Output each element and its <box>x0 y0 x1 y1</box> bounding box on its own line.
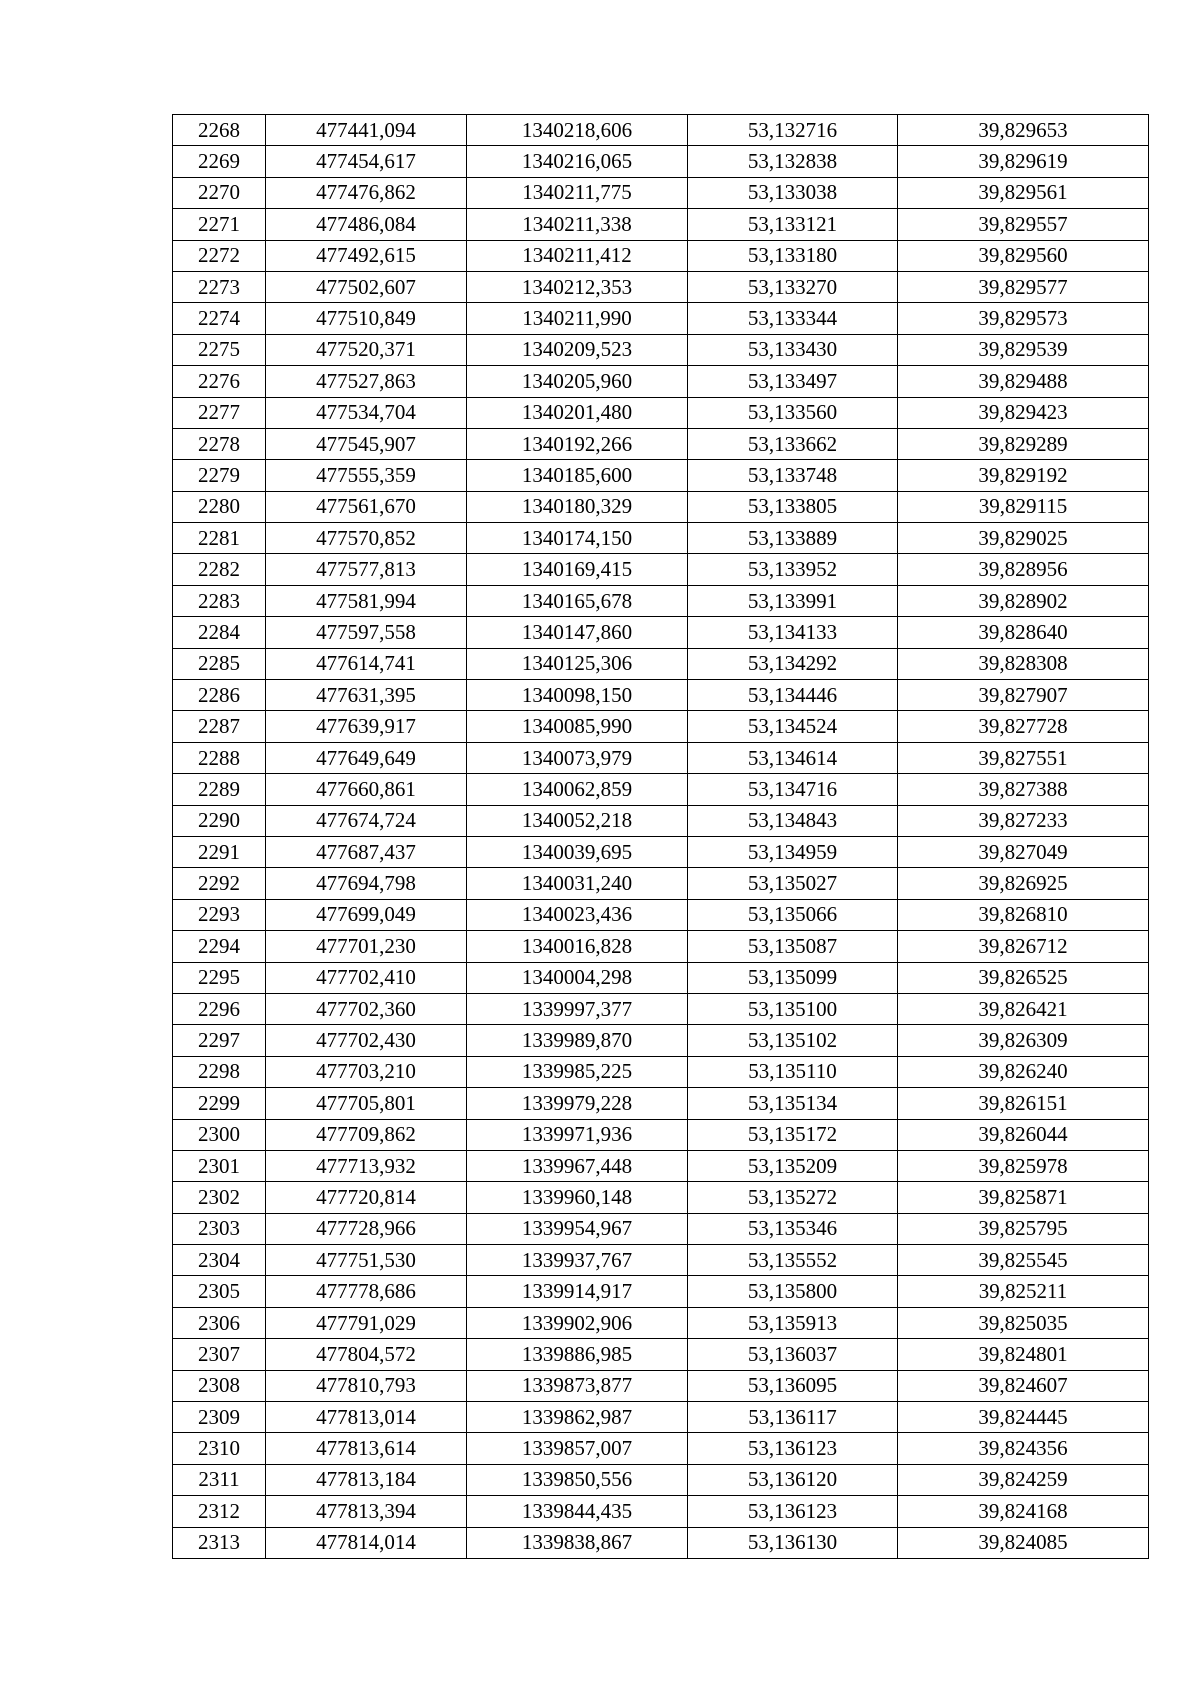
x-coordinate-cell: 477486,084 <box>266 209 467 240</box>
table-row <box>173 774 1149 805</box>
latitude-cell: 53,135027 <box>688 868 898 899</box>
y-coordinate-cell: 1339886,985 <box>467 1339 688 1370</box>
longitude-cell: 39,826712 <box>898 931 1149 962</box>
point-number-cell: 2312 <box>173 1496 266 1527</box>
latitude-cell: 53,135066 <box>688 899 898 930</box>
latitude-cell: 53,136123 <box>688 1496 898 1527</box>
point-number-cell: 2278 <box>173 428 266 459</box>
latitude-cell: 53,133560 <box>688 397 898 428</box>
x-coordinate-cell: 477639,917 <box>266 711 467 742</box>
latitude-cell: 53,133038 <box>688 177 898 208</box>
table-row <box>173 711 1149 742</box>
table-row <box>173 366 1149 397</box>
y-coordinate-cell: 1340211,412 <box>467 240 688 271</box>
latitude-cell: 53,133344 <box>688 303 898 334</box>
latitude-cell: 53,134614 <box>688 742 898 773</box>
table-row <box>173 585 1149 616</box>
latitude-cell: 53,136130 <box>688 1527 898 1558</box>
longitude-cell: 39,825545 <box>898 1245 1149 1276</box>
longitude-cell: 39,824801 <box>898 1339 1149 1370</box>
latitude-cell: 53,136123 <box>688 1433 898 1464</box>
x-coordinate-cell: 477709,862 <box>266 1119 467 1150</box>
table-row <box>173 1464 1149 1495</box>
longitude-cell: 39,826044 <box>898 1119 1149 1150</box>
point-number-cell: 2269 <box>173 146 266 177</box>
y-coordinate-cell: 1340031,240 <box>467 868 688 899</box>
x-coordinate-cell: 477702,430 <box>266 1025 467 1056</box>
table-row <box>173 1339 1149 1370</box>
table-row <box>173 617 1149 648</box>
longitude-cell: 39,827233 <box>898 805 1149 836</box>
x-coordinate-cell: 477814,014 <box>266 1527 467 1558</box>
point-number-cell: 2272 <box>173 240 266 271</box>
table-row <box>173 1276 1149 1307</box>
longitude-cell: 39,826309 <box>898 1025 1149 1056</box>
latitude-cell: 53,133748 <box>688 460 898 491</box>
latitude-cell: 53,133991 <box>688 585 898 616</box>
y-coordinate-cell: 1339914,917 <box>467 1276 688 1307</box>
point-number-cell: 2279 <box>173 460 266 491</box>
longitude-cell: 39,826421 <box>898 993 1149 1024</box>
table-row <box>173 899 1149 930</box>
x-coordinate-cell: 477649,649 <box>266 742 467 773</box>
table-row <box>173 993 1149 1024</box>
longitude-cell: 39,829423 <box>898 397 1149 428</box>
y-coordinate-cell: 1340212,353 <box>467 271 688 302</box>
table-row <box>173 1213 1149 1244</box>
longitude-cell: 39,827388 <box>898 774 1149 805</box>
point-number-cell: 2277 <box>173 397 266 428</box>
table-row <box>173 460 1149 491</box>
point-number-cell: 2297 <box>173 1025 266 1056</box>
y-coordinate-cell: 1340201,480 <box>467 397 688 428</box>
latitude-cell: 53,134446 <box>688 680 898 711</box>
y-coordinate-cell: 1340185,600 <box>467 460 688 491</box>
table-row <box>173 836 1149 867</box>
point-number-cell: 2273 <box>173 271 266 302</box>
table-row <box>173 491 1149 522</box>
y-coordinate-cell: 1340174,150 <box>467 523 688 554</box>
point-number-cell: 2287 <box>173 711 266 742</box>
point-number-cell: 2285 <box>173 648 266 679</box>
point-number-cell: 2283 <box>173 585 266 616</box>
x-coordinate-cell: 477441,094 <box>266 115 467 146</box>
table-row <box>173 115 1149 146</box>
y-coordinate-cell: 1339902,906 <box>467 1307 688 1338</box>
table-row <box>173 209 1149 240</box>
y-coordinate-cell: 1339960,148 <box>467 1182 688 1213</box>
y-coordinate-cell: 1339985,225 <box>467 1056 688 1087</box>
x-coordinate-cell: 477703,210 <box>266 1056 467 1087</box>
x-coordinate-cell: 477510,849 <box>266 303 467 334</box>
longitude-cell: 39,825978 <box>898 1150 1149 1181</box>
latitude-cell: 53,135800 <box>688 1276 898 1307</box>
point-number-cell: 2291 <box>173 836 266 867</box>
table-row <box>173 805 1149 836</box>
latitude-cell: 53,135209 <box>688 1150 898 1181</box>
longitude-cell: 39,824607 <box>898 1370 1149 1401</box>
y-coordinate-cell: 1340085,990 <box>467 711 688 742</box>
point-number-cell: 2301 <box>173 1150 266 1181</box>
latitude-cell: 53,133430 <box>688 334 898 365</box>
point-number-cell: 2284 <box>173 617 266 648</box>
longitude-cell: 39,824445 <box>898 1402 1149 1433</box>
point-number-cell: 2298 <box>173 1056 266 1087</box>
table-row <box>173 334 1149 365</box>
point-number-cell: 2292 <box>173 868 266 899</box>
x-coordinate-cell: 477674,724 <box>266 805 467 836</box>
table-row <box>173 146 1149 177</box>
longitude-cell: 39,825795 <box>898 1213 1149 1244</box>
table-row <box>173 554 1149 585</box>
y-coordinate-cell: 1339979,228 <box>467 1088 688 1119</box>
point-number-cell: 2282 <box>173 554 266 585</box>
table-row <box>173 962 1149 993</box>
longitude-cell: 39,828640 <box>898 617 1149 648</box>
point-number-cell: 2281 <box>173 523 266 554</box>
latitude-cell: 53,133805 <box>688 491 898 522</box>
longitude-cell: 39,829619 <box>898 146 1149 177</box>
point-number-cell: 2296 <box>173 993 266 1024</box>
y-coordinate-cell: 1340039,695 <box>467 836 688 867</box>
point-number-cell: 2295 <box>173 962 266 993</box>
x-coordinate-cell: 477561,670 <box>266 491 467 522</box>
y-coordinate-cell: 1339989,870 <box>467 1025 688 1056</box>
point-number-cell: 2311 <box>173 1464 266 1495</box>
x-coordinate-cell: 477778,686 <box>266 1276 467 1307</box>
y-coordinate-cell: 1339838,867 <box>467 1527 688 1558</box>
x-coordinate-cell: 477813,614 <box>266 1433 467 1464</box>
point-number-cell: 2268 <box>173 115 266 146</box>
longitude-cell: 39,829115 <box>898 491 1149 522</box>
table-row <box>173 428 1149 459</box>
x-coordinate-cell: 477813,394 <box>266 1496 467 1527</box>
x-coordinate-cell: 477810,793 <box>266 1370 467 1401</box>
x-coordinate-cell: 477813,184 <box>266 1464 467 1495</box>
table-row <box>173 1245 1149 1276</box>
table-row <box>173 240 1149 271</box>
point-number-cell: 2276 <box>173 366 266 397</box>
longitude-cell: 39,825035 <box>898 1307 1149 1338</box>
longitude-cell: 39,828956 <box>898 554 1149 585</box>
point-number-cell: 2303 <box>173 1213 266 1244</box>
y-coordinate-cell: 1340218,606 <box>467 115 688 146</box>
longitude-cell: 39,828902 <box>898 585 1149 616</box>
y-coordinate-cell: 1339971,936 <box>467 1119 688 1150</box>
longitude-cell: 39,827728 <box>898 711 1149 742</box>
x-coordinate-cell: 477804,572 <box>266 1339 467 1370</box>
point-number-cell: 2270 <box>173 177 266 208</box>
latitude-cell: 53,133121 <box>688 209 898 240</box>
latitude-cell: 53,134843 <box>688 805 898 836</box>
x-coordinate-cell: 477720,814 <box>266 1182 467 1213</box>
latitude-cell: 53,133180 <box>688 240 898 271</box>
longitude-cell: 39,829653 <box>898 115 1149 146</box>
latitude-cell: 53,135134 <box>688 1088 898 1119</box>
point-number-cell: 2304 <box>173 1245 266 1276</box>
table-row <box>173 523 1149 554</box>
latitude-cell: 53,135346 <box>688 1213 898 1244</box>
table-row <box>173 1307 1149 1338</box>
table-row <box>173 1182 1149 1213</box>
x-coordinate-cell: 477751,530 <box>266 1245 467 1276</box>
y-coordinate-cell: 1339844,435 <box>467 1496 688 1527</box>
table-row <box>173 931 1149 962</box>
table-row <box>173 1496 1149 1527</box>
latitude-cell: 53,132716 <box>688 115 898 146</box>
longitude-cell: 39,826525 <box>898 962 1149 993</box>
x-coordinate-cell: 477702,410 <box>266 962 467 993</box>
x-coordinate-cell: 477492,615 <box>266 240 467 271</box>
point-number-cell: 2300 <box>173 1119 266 1150</box>
x-coordinate-cell: 477527,863 <box>266 366 467 397</box>
y-coordinate-cell: 1340211,775 <box>467 177 688 208</box>
latitude-cell: 53,134133 <box>688 617 898 648</box>
x-coordinate-cell: 477694,798 <box>266 868 467 899</box>
point-number-cell: 2288 <box>173 742 266 773</box>
longitude-cell: 39,827049 <box>898 836 1149 867</box>
x-coordinate-cell: 477520,371 <box>266 334 467 365</box>
latitude-cell: 53,133497 <box>688 366 898 397</box>
point-number-cell: 2290 <box>173 805 266 836</box>
longitude-cell: 39,824085 <box>898 1527 1149 1558</box>
longitude-cell: 39,829488 <box>898 366 1149 397</box>
x-coordinate-cell: 477660,861 <box>266 774 467 805</box>
longitude-cell: 39,829289 <box>898 428 1149 459</box>
longitude-cell: 39,829025 <box>898 523 1149 554</box>
latitude-cell: 53,136095 <box>688 1370 898 1401</box>
y-coordinate-cell: 1340205,960 <box>467 366 688 397</box>
point-number-cell: 2275 <box>173 334 266 365</box>
x-coordinate-cell: 477534,704 <box>266 397 467 428</box>
latitude-cell: 53,135913 <box>688 1307 898 1338</box>
x-coordinate-cell: 477713,932 <box>266 1150 467 1181</box>
latitude-cell: 53,135110 <box>688 1056 898 1087</box>
table-row <box>173 1402 1149 1433</box>
y-coordinate-cell: 1339937,767 <box>467 1245 688 1276</box>
coordinates-table <box>172 114 1149 1559</box>
y-coordinate-cell: 1340073,979 <box>467 742 688 773</box>
latitude-cell: 53,135099 <box>688 962 898 993</box>
longitude-cell: 39,826925 <box>898 868 1149 899</box>
y-coordinate-cell: 1339873,877 <box>467 1370 688 1401</box>
y-coordinate-cell: 1340125,306 <box>467 648 688 679</box>
longitude-cell: 39,829560 <box>898 240 1149 271</box>
latitude-cell: 53,134716 <box>688 774 898 805</box>
y-coordinate-cell: 1339850,556 <box>467 1464 688 1495</box>
x-coordinate-cell: 477577,813 <box>266 554 467 585</box>
x-coordinate-cell: 477702,360 <box>266 993 467 1024</box>
x-coordinate-cell: 477701,230 <box>266 931 467 962</box>
latitude-cell: 53,134959 <box>688 836 898 867</box>
x-coordinate-cell: 477502,607 <box>266 271 467 302</box>
table-row <box>173 742 1149 773</box>
y-coordinate-cell: 1340211,338 <box>467 209 688 240</box>
y-coordinate-cell: 1340098,150 <box>467 680 688 711</box>
y-coordinate-cell: 1339954,967 <box>467 1213 688 1244</box>
x-coordinate-cell: 477728,966 <box>266 1213 467 1244</box>
longitude-cell: 39,829192 <box>898 460 1149 491</box>
x-coordinate-cell: 477476,862 <box>266 177 467 208</box>
latitude-cell: 53,135552 <box>688 1245 898 1276</box>
x-coordinate-cell: 477631,395 <box>266 680 467 711</box>
point-number-cell: 2307 <box>173 1339 266 1370</box>
table-row <box>173 648 1149 679</box>
longitude-cell: 39,825211 <box>898 1276 1149 1307</box>
table-row <box>173 1056 1149 1087</box>
point-number-cell: 2299 <box>173 1088 266 1119</box>
longitude-cell: 39,824168 <box>898 1496 1149 1527</box>
longitude-cell: 39,827907 <box>898 680 1149 711</box>
longitude-cell: 39,829561 <box>898 177 1149 208</box>
longitude-cell: 39,829539 <box>898 334 1149 365</box>
longitude-cell: 39,825871 <box>898 1182 1149 1213</box>
table-row <box>173 1370 1149 1401</box>
longitude-cell: 39,826810 <box>898 899 1149 930</box>
point-number-cell: 2289 <box>173 774 266 805</box>
y-coordinate-cell: 1339997,377 <box>467 993 688 1024</box>
longitude-cell: 39,824356 <box>898 1433 1149 1464</box>
latitude-cell: 53,133952 <box>688 554 898 585</box>
point-number-cell: 2280 <box>173 491 266 522</box>
y-coordinate-cell: 1340052,218 <box>467 805 688 836</box>
x-coordinate-cell: 477791,029 <box>266 1307 467 1338</box>
table-row <box>173 1150 1149 1181</box>
latitude-cell: 53,135102 <box>688 1025 898 1056</box>
latitude-cell: 53,135087 <box>688 931 898 962</box>
y-coordinate-cell: 1339862,987 <box>467 1402 688 1433</box>
y-coordinate-cell: 1340016,828 <box>467 931 688 962</box>
table-row <box>173 1025 1149 1056</box>
y-coordinate-cell: 1340147,860 <box>467 617 688 648</box>
latitude-cell: 53,135172 <box>688 1119 898 1150</box>
y-coordinate-cell: 1339967,448 <box>467 1150 688 1181</box>
table-row <box>173 397 1149 428</box>
x-coordinate-cell: 477545,907 <box>266 428 467 459</box>
latitude-cell: 53,133889 <box>688 523 898 554</box>
longitude-cell: 39,826151 <box>898 1088 1149 1119</box>
latitude-cell: 53,132838 <box>688 146 898 177</box>
point-number-cell: 2293 <box>173 899 266 930</box>
y-coordinate-cell: 1340004,298 <box>467 962 688 993</box>
x-coordinate-cell: 477687,437 <box>266 836 467 867</box>
point-number-cell: 2305 <box>173 1276 266 1307</box>
longitude-cell: 39,829573 <box>898 303 1149 334</box>
y-coordinate-cell: 1340169,415 <box>467 554 688 585</box>
latitude-cell: 53,136120 <box>688 1464 898 1495</box>
table-row <box>173 1527 1149 1558</box>
point-number-cell: 2302 <box>173 1182 266 1213</box>
point-number-cell: 2274 <box>173 303 266 334</box>
y-coordinate-cell: 1340180,329 <box>467 491 688 522</box>
longitude-cell: 39,829557 <box>898 209 1149 240</box>
longitude-cell: 39,829577 <box>898 271 1149 302</box>
y-coordinate-cell: 1340062,859 <box>467 774 688 805</box>
y-coordinate-cell: 1340216,065 <box>467 146 688 177</box>
x-coordinate-cell: 477597,558 <box>266 617 467 648</box>
y-coordinate-cell: 1340209,523 <box>467 334 688 365</box>
point-number-cell: 2271 <box>173 209 266 240</box>
table-row <box>173 1119 1149 1150</box>
y-coordinate-cell: 1340192,266 <box>467 428 688 459</box>
x-coordinate-cell: 477454,617 <box>266 146 467 177</box>
longitude-cell: 39,824259 <box>898 1464 1149 1495</box>
x-coordinate-cell: 477581,994 <box>266 585 467 616</box>
y-coordinate-cell: 1340023,436 <box>467 899 688 930</box>
point-number-cell: 2313 <box>173 1527 266 1558</box>
table-row <box>173 177 1149 208</box>
point-number-cell: 2306 <box>173 1307 266 1338</box>
point-number-cell: 2310 <box>173 1433 266 1464</box>
y-coordinate-cell: 1339857,007 <box>467 1433 688 1464</box>
latitude-cell: 53,135272 <box>688 1182 898 1213</box>
x-coordinate-cell: 477570,852 <box>266 523 467 554</box>
coordinates-table-body <box>173 115 1149 1559</box>
x-coordinate-cell: 477614,741 <box>266 648 467 679</box>
x-coordinate-cell: 477705,801 <box>266 1088 467 1119</box>
latitude-cell: 53,136037 <box>688 1339 898 1370</box>
x-coordinate-cell: 477555,359 <box>266 460 467 491</box>
y-coordinate-cell: 1340165,678 <box>467 585 688 616</box>
latitude-cell: 53,136117 <box>688 1402 898 1433</box>
x-coordinate-cell: 477699,049 <box>266 899 467 930</box>
y-coordinate-cell: 1340211,990 <box>467 303 688 334</box>
point-number-cell: 2308 <box>173 1370 266 1401</box>
longitude-cell: 39,828308 <box>898 648 1149 679</box>
table-row <box>173 271 1149 302</box>
table-row <box>173 1088 1149 1119</box>
point-number-cell: 2309 <box>173 1402 266 1433</box>
longitude-cell: 39,827551 <box>898 742 1149 773</box>
table-row <box>173 868 1149 899</box>
point-number-cell: 2286 <box>173 680 266 711</box>
table-row <box>173 680 1149 711</box>
table-row <box>173 303 1149 334</box>
latitude-cell: 53,134524 <box>688 711 898 742</box>
latitude-cell: 53,133662 <box>688 428 898 459</box>
x-coordinate-cell: 477813,014 <box>266 1402 467 1433</box>
latitude-cell: 53,134292 <box>688 648 898 679</box>
point-number-cell: 2294 <box>173 931 266 962</box>
latitude-cell: 53,133270 <box>688 271 898 302</box>
latitude-cell: 53,135100 <box>688 993 898 1024</box>
table-row <box>173 1433 1149 1464</box>
longitude-cell: 39,826240 <box>898 1056 1149 1087</box>
